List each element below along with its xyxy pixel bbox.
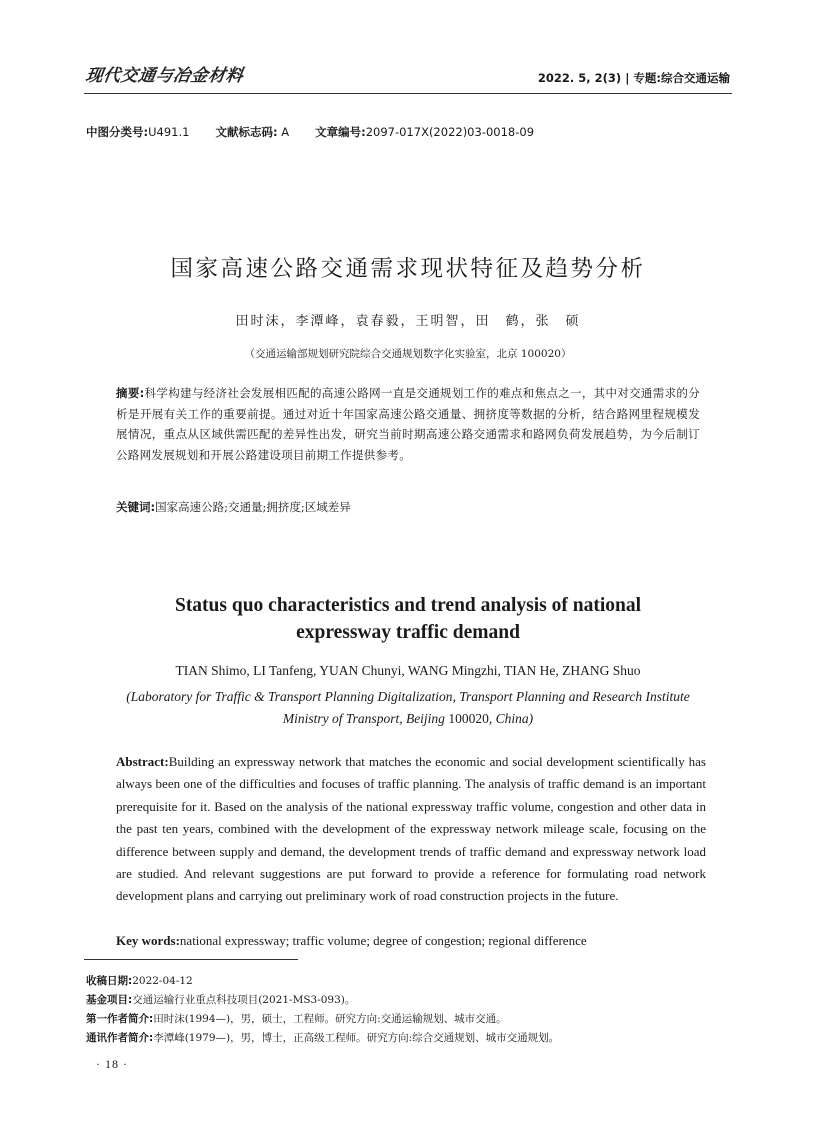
- english-affiliation-zip: 100020: [448, 711, 489, 726]
- article-no-value: 2097-017X(2022)03-0018-09: [365, 125, 535, 139]
- english-authors: TIAN Shimo, LI Tanfeng, YUAN Chunyi, WANG Mingzhi, TIAN He, ZHANG Shuo: [175, 663, 641, 678]
- issue-info: 2022. 5, 2(3) | 专题:综合交通运输: [537, 71, 730, 85]
- footnote-first-author: [86, 1010, 559, 1029]
- english-title-line2: expressway traffic demand: [296, 622, 520, 643]
- footnote-rule: [84, 959, 298, 960]
- classification-line: [86, 124, 534, 140]
- first-author-value: 田时沫(1994—)，男，硕士，工程师。研究方向:交通运输规划、城市交通。: [153, 1013, 507, 1025]
- journal-logo: 现代交通与冶金材料: [84, 66, 245, 86]
- corresponding-author-value: 李潭峰(1979—)，男，博士，正高级工程师。研究方向:综合交通规划、城市交通规划。: [153, 1032, 560, 1044]
- chinese-keywords: [116, 499, 351, 515]
- first-author-label: 第一作者简介:: [86, 1013, 154, 1025]
- doc-code-value: A: [281, 125, 290, 139]
- fund-label: 基金项目:: [86, 994, 133, 1006]
- footnotes: [86, 972, 559, 1048]
- english-keywords-label: Key words:: [116, 933, 180, 948]
- english-affiliation-end: , China): [488, 711, 534, 726]
- clc-value: U491.1: [148, 125, 190, 139]
- english-affiliation: [116, 686, 700, 730]
- footnote-fund: [86, 991, 559, 1010]
- article-no-label: 文章编号:: [315, 125, 366, 139]
- english-affiliation-text: (Laboratory for Traffic & Transport Planning Digitalization, Transport Planning and Research Institute Ministry of Transport, Beijing: [126, 689, 690, 726]
- received-label: 收稿日期:: [86, 975, 133, 987]
- received-value: 2022-04-12: [132, 975, 193, 987]
- english-title-line1: Status quo characteristics and trend analysis of national: [174, 595, 642, 616]
- english-title: [0, 592, 816, 646]
- chinese-keywords-text: 国家高速公路;交通量;拥挤度;区域差异: [155, 500, 351, 514]
- chinese-authors: 田时沫，李潭峰，袁春毅，王明智，田 鹤，张 硕: [235, 314, 581, 329]
- english-keywords-text: national expressway; traffic volume; degree of congestion; regional difference: [179, 933, 587, 948]
- fund-value: 交通运输行业重点科技项目(2021-MS3-093)。: [132, 994, 356, 1006]
- chinese-keywords-label: 关键词:: [116, 500, 156, 514]
- page-number: · 18 ·: [96, 1057, 128, 1071]
- chinese-abstract-text: 科学构建与经济社会发展相匹配的高速公路网一直是交通规划工作的难点和焦点之一，其中对交通需求的分析是开展有关工作的重要前提。通过对近十年国家高速公路交通量、拥挤度等数据的分析，结合路网里程规模发展情况，重点从区域供需匹配的差异性出发，研究当前时期高速公路交通需求和路网负荷发展趋势，为今后制订公路网发展规划和开展公路建设项目前期工作提供参考。: [116, 386, 701, 462]
- header-rule: [84, 93, 732, 94]
- footnote-corresponding-author: [86, 1029, 559, 1048]
- corresponding-author-label: 通讯作者简介:: [86, 1032, 154, 1044]
- chinese-abstract-label: 摘要:: [116, 386, 145, 400]
- doc-code-label: 文献标志码:: [215, 125, 278, 139]
- english-abstract-label: Abstract:: [116, 754, 169, 769]
- chinese-abstract: [116, 383, 700, 465]
- english-abstract: [116, 751, 706, 908]
- english-keywords: [116, 933, 587, 949]
- chinese-affiliation: （交通运输部规划研究院综合交通规划数字化实验室，北京 100020）: [244, 348, 572, 360]
- footnote-received: [86, 972, 559, 991]
- chinese-title: 国家高速公路交通需求现状特征及趋势分析: [170, 256, 646, 282]
- english-abstract-text: Building an expressway network that matches the economic and social development scientifically has always been one of the difficulties and focuses of traffic planning. The analysis of traffic demand is an important prerequisite for it. Based on the analysis of the national expressway traffic volume, congestion and other data in the past ten years, combined with the development of the expressway network mileage scale, focusing on the difference between supply and demand, the development trends of traffic demand and expressway network load are studied. And relevant suggestions are put forward to provide a reference for formulating road network development plans and carrying out preliminary work of road construction projects in the future.: [116, 754, 706, 904]
- clc-label: 中图分类号:: [86, 125, 149, 139]
